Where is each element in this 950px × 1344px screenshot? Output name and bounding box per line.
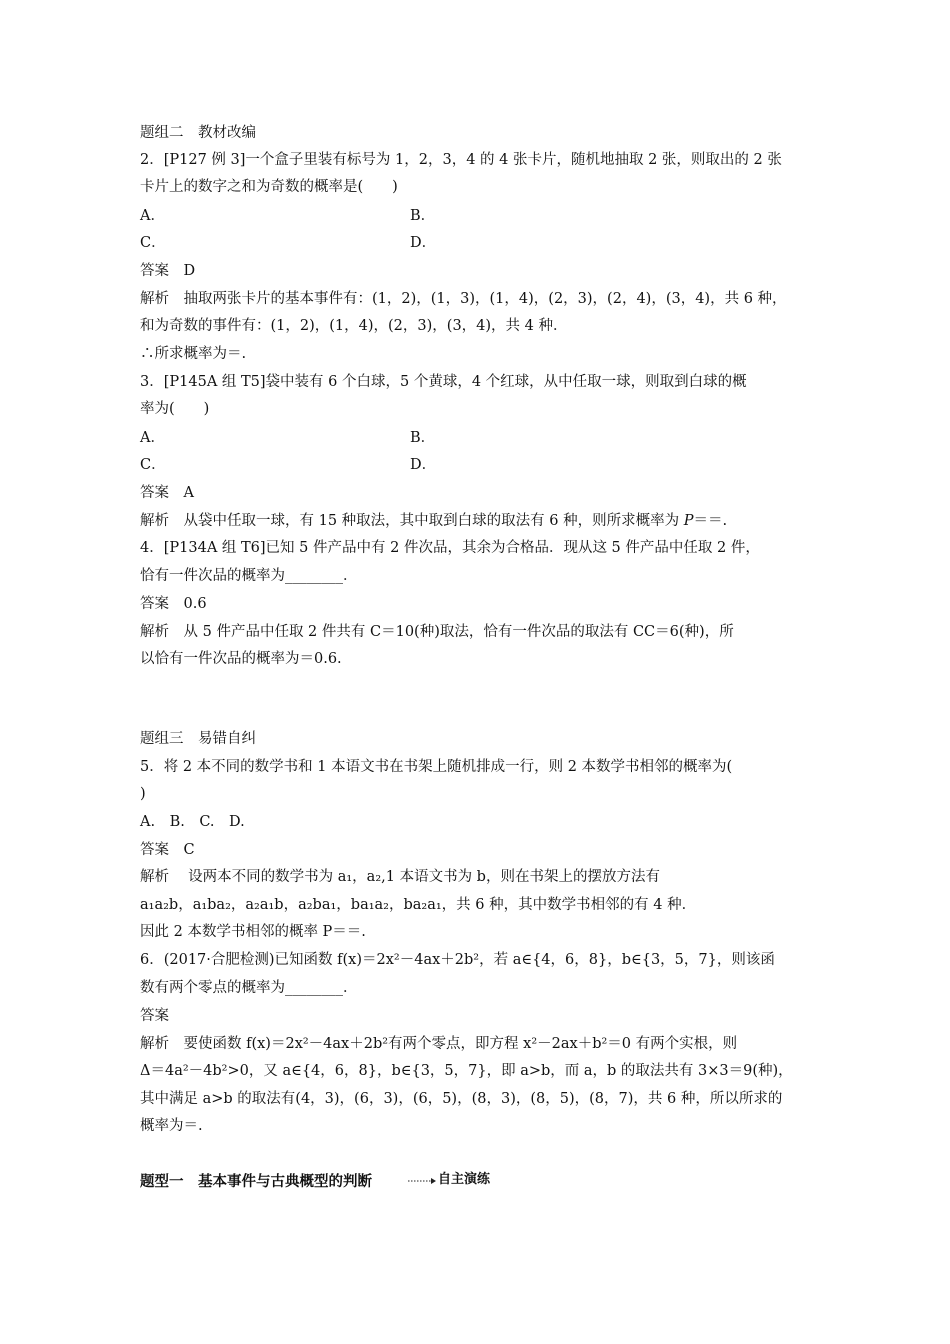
q2-option-a: A． xyxy=(140,208,165,224)
q3-option-b: B． xyxy=(410,430,436,446)
q2-answer: 答案 D xyxy=(140,263,196,279)
q6-stem-line2: 数有两个零点的概率为________． xyxy=(140,980,358,996)
q6-stem-line1: 6．(2017·合肥检测)已知函数 f(x)＝2x²－4ax＋2b²，若 a∈{4，6，8}，b∈{3，5，7}，则该函 xyxy=(140,952,775,968)
section-tag: 自主演练 xyxy=(438,1172,491,1187)
q2-option-b: B． xyxy=(410,208,436,224)
q5-stem-line1: 5．将 2 本不同的数学书和 1 本语文书在书架上随机排成一行，则 2 本数学书相邻的概率为( xyxy=(140,759,733,775)
q5-options: A. B. C. D. xyxy=(140,814,245,830)
q2-option-c: C． xyxy=(140,235,166,251)
q3-analysis xyxy=(140,511,727,531)
group2-heading: 题组二 教材改编 xyxy=(140,125,256,141)
q5-answer: 答案 C xyxy=(140,842,195,858)
q3-analysis-pre: 解析 从袋中任取一球，有 15 种取法，其中取到白球的取法有 6 种，则所求概率为 xyxy=(140,513,684,529)
q4-analysis-line2: 以恰有一件次品的概率为＝0.6. xyxy=(140,651,342,667)
q4-stem-line2: 恰有一件次品的概率为________． xyxy=(140,568,358,584)
q3-option-d: D． xyxy=(410,457,437,473)
q3-stem-line1: 3．[P145A 组 T5]袋中装有 6 个白球，5 个黄球，4 个红球，从中任取一球，则取到白球的概 xyxy=(140,374,747,390)
q6-analysis-line1: 解析 要使函数 f(x)＝2x²－4ax＋2b²有两个零点，即方程 x²－2ax＋b²＝0 有两个实根，则 xyxy=(140,1036,738,1052)
q3-option-a: A． xyxy=(140,430,165,446)
q2-stem-line1: 2．[P127 例 3]一个盒子里装有标号为 1，2，3，4 的 4 张卡片，随机地抽取 2 张，则取出的 2 张 xyxy=(140,152,782,168)
q2-analysis-line3: ∴所求概率为＝. xyxy=(140,346,247,362)
q3-analysis-var: P xyxy=(683,513,694,529)
q6-analysis-line3: 其中满足 a>b 的取法有(4，3)，(6，3)，(6，5)，(8，3)，(8，5)，(8，7)，共 6 种，所以所求的 xyxy=(140,1091,783,1107)
q2-analysis-line2: 和为奇数的事件有：(1，2)，(1，4)，(2，3)，(3，4)，共 4 种． xyxy=(140,318,568,334)
q5-analysis-line2: a₁a₂b，a₁ba₂，a₂a₁b，a₂ba₁，ba₁a₂，ba₂a₁，共 6 种，其中数学书相邻的有 4 种． xyxy=(140,897,697,913)
q5-analysis-line3: 因此 2 本数学书相邻的概率 P＝＝. xyxy=(140,924,366,940)
q4-stem-line1: 4．[P134A 组 T6]已知 5 件产品中有 2 件次品，其余为合格品．现从这 5 件产品中任取 2 件， xyxy=(140,540,760,556)
dotted-arrow-icon xyxy=(407,1175,437,1187)
q6-answer: 答案 xyxy=(140,1008,169,1024)
q2-option-d: D． xyxy=(410,235,437,251)
q5-analysis-line1: 解析 设两本不同的数学书为 a₁，a₂,1 本语文书为 b，则在书架上的摆放方法有 xyxy=(140,869,660,885)
q2-stem-line2: 卡片上的数字之和为奇数的概率是( ) xyxy=(140,179,398,195)
q3-stem-line2: 率为( ) xyxy=(140,401,210,417)
arrow-right-icon xyxy=(407,1175,437,1187)
q3-option-c: C． xyxy=(140,457,166,473)
q2-analysis-line1: 解析 抽取两张卡片的基本事件有：(1，2)，(1，3)，(1，4)，(2，3)，(2，4)，(3，4)，共 6 种， xyxy=(140,291,787,307)
q4-analysis-line1: 解析 从 5 件产品中任取 2 件共有 C＝10(种)取法，恰有一件次品的取法有 CC＝6(种)，所 xyxy=(140,624,734,640)
q5-stem-line2: ) xyxy=(140,786,146,802)
q4-answer: 答案 0.6 xyxy=(140,596,207,612)
q3-answer: 答案 A xyxy=(140,485,194,501)
section-title: 题型一 基本事件与古典概型的判断 xyxy=(140,1174,372,1190)
q3-analysis-post: ＝＝. xyxy=(693,513,728,529)
q6-analysis-line4: 概率为＝. xyxy=(140,1118,203,1134)
group3-heading: 题组三 易错自纠 xyxy=(140,731,256,747)
q6-analysis-line2: Δ＝4a²－4b²>0，又 a∈{4，6，8}，b∈{3，5，7}，即 a>b，而 a，b 的取法共有 3×3＝9(种)， xyxy=(140,1063,793,1079)
